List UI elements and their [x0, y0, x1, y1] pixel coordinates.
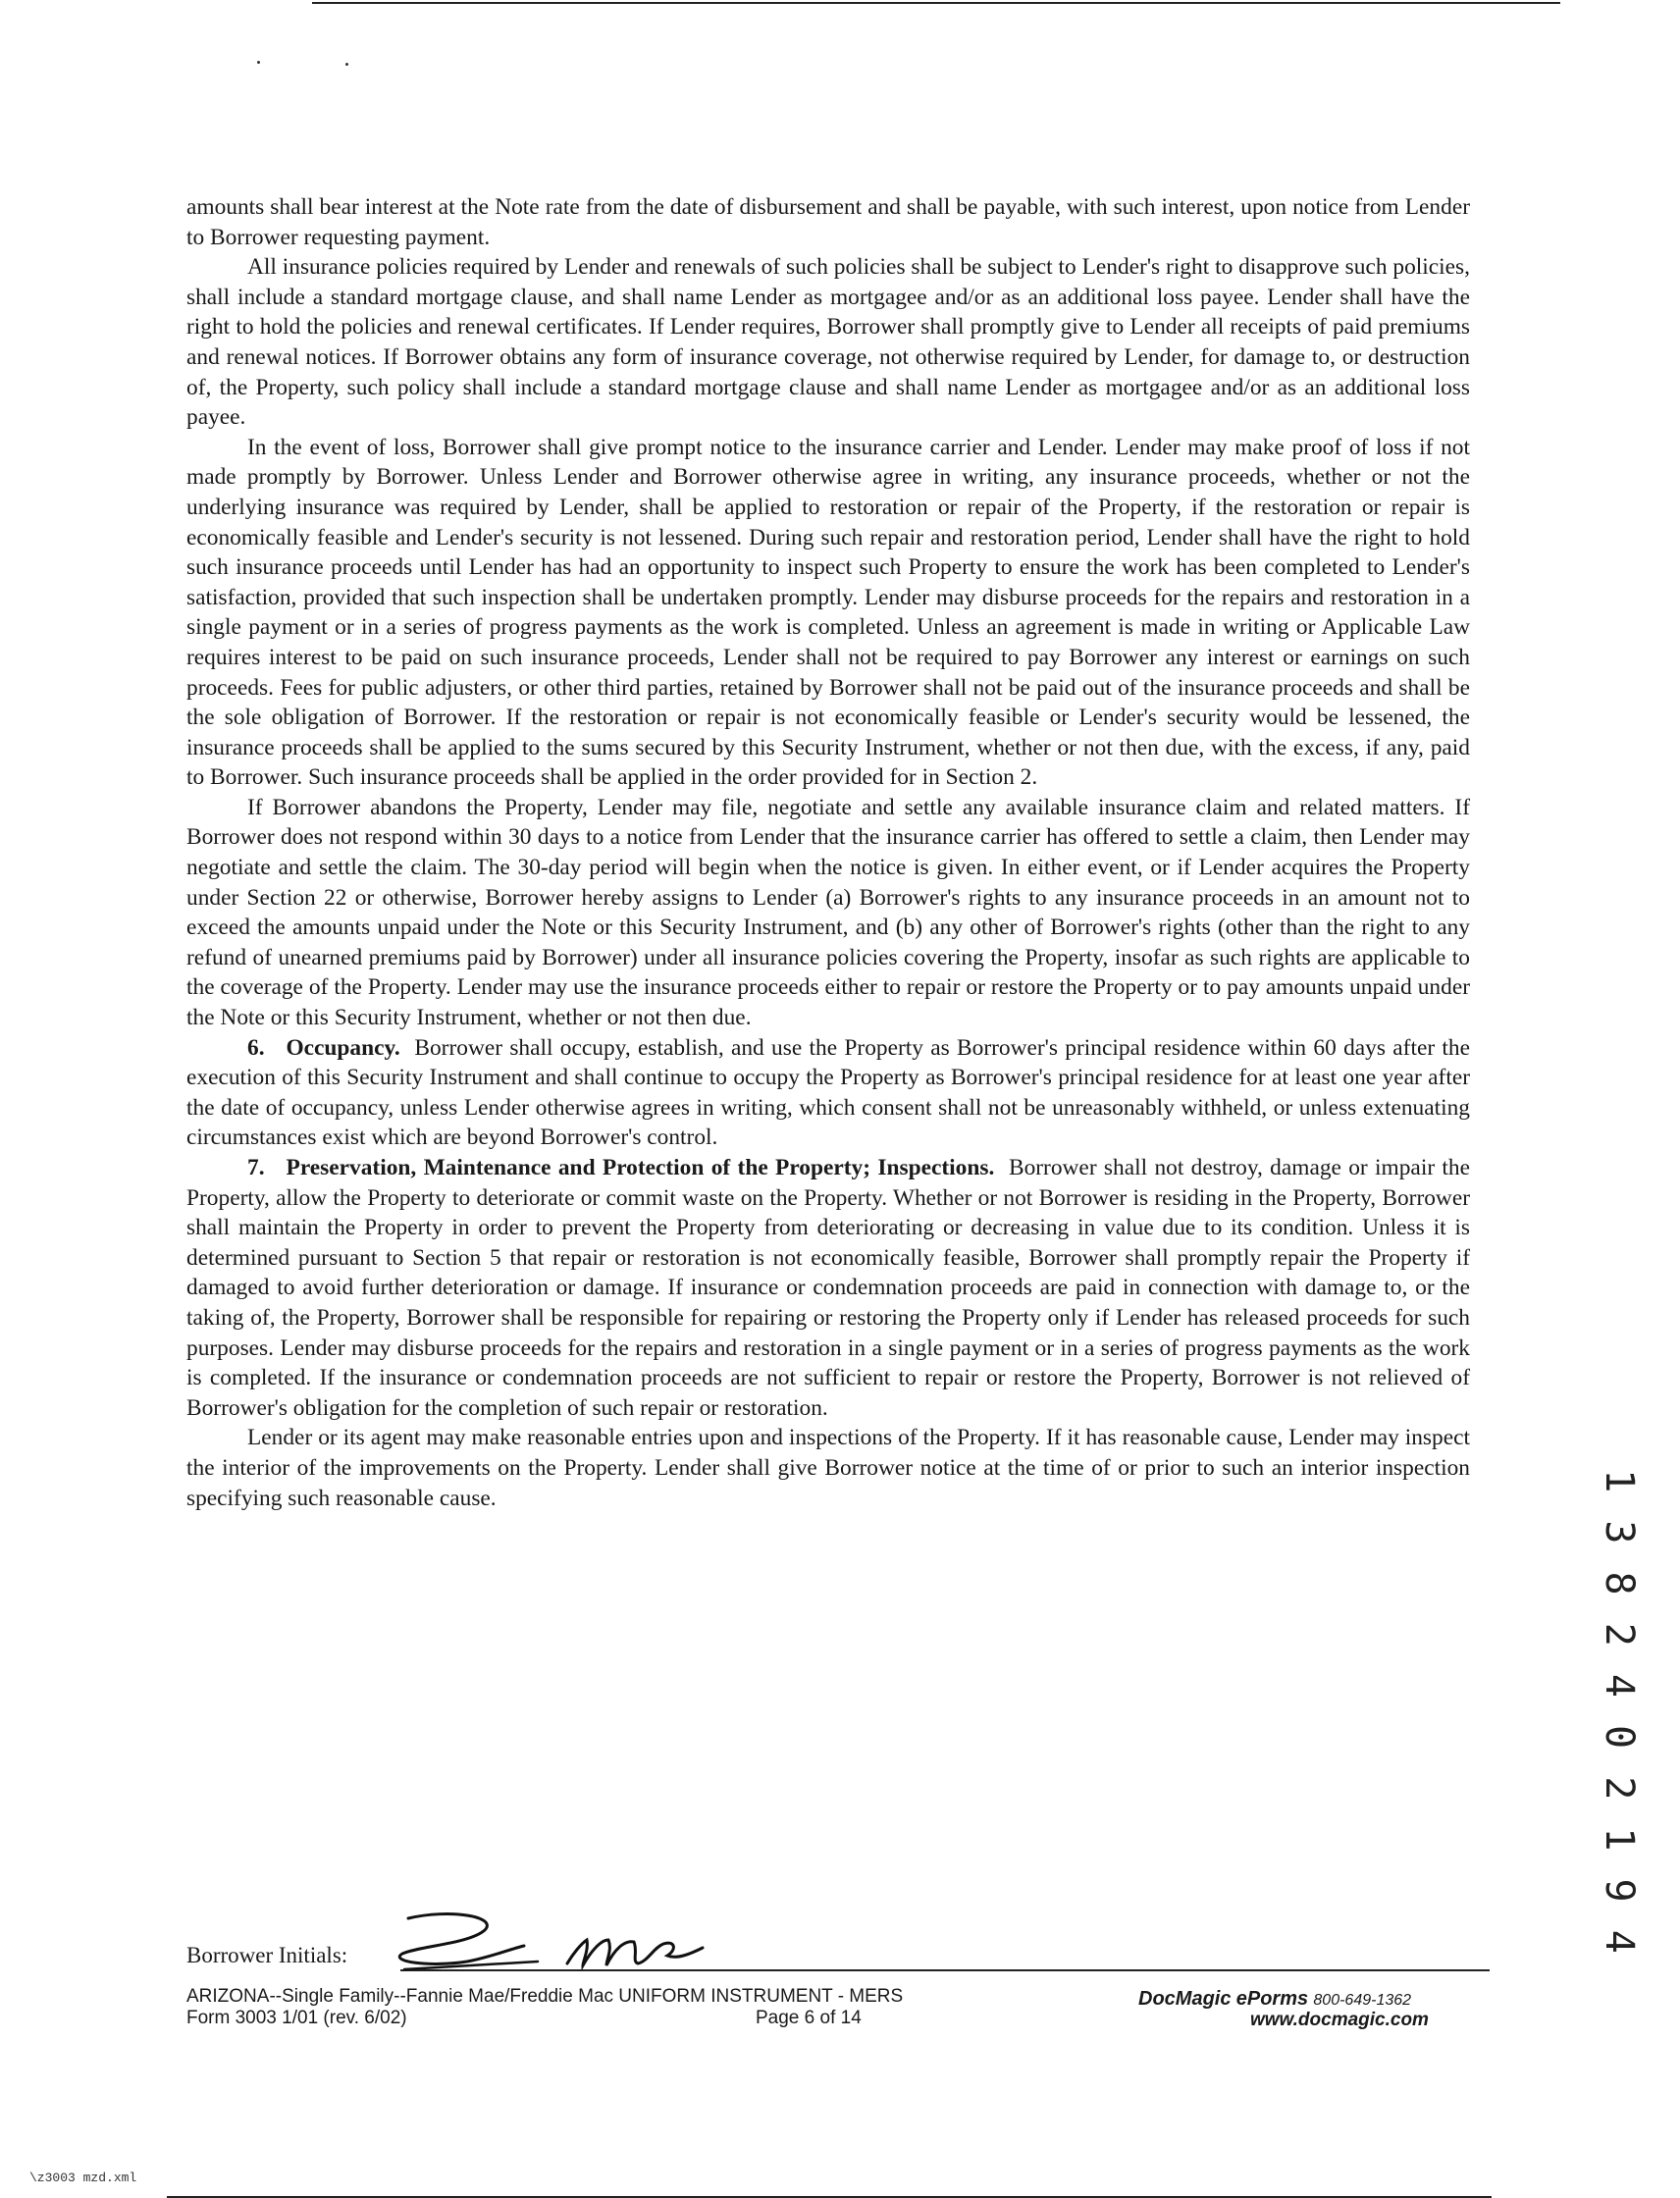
borrower-initials-row [186, 1918, 1305, 1977]
section-text: Borrower shall not destroy, damage or impair the Property, allow the Property to deteriorate or commit waste on the Property. Whether or not Borrower is residing in the Property, Borrower shall maintain the Property in order to prevent the Property from deteriorating or decreasing in value due to its condition. Unless it is determined pursuant to Section 5 that repair or restoration is not economically feasible, Borrower shall promptly repair the Property if damaged to avoid further deterioration or damage. If insurance or condemnation proceeds are paid in connection with damage to, or the taking of, the Property, Borrower shall be responsible for repairing or restoring the Property only if Lender has released proceeds for such purposes. Lender may disburse proceeds for the repairs and restoration in a single payment or in a series of progress payments as the work is completed. If the insurance or condemnation proceeds are not sufficient to repair or restore the Property, Borrower is not relieved of Borrower's obligation for the completion of such repair or restoration. [186, 1155, 1471, 1421]
section-number: 7. [247, 1155, 265, 1180]
scan-speck [257, 61, 260, 64]
paragraph-abandonment: If Borrower abandons the Property, Lender may file, negotiate and settle any available insurance claim and related matters. If Borrower does not respond within 30 days to a notice from Lender that the insurance carrier has offered to settle a claim, then Lender may negotiate and settle the claim. The 30-day period will begin when the notice is given. In either event, or if Lender acquires the Property under Section 22 or otherwise, Borrower hereby assigns to Lender (a) Borrower's rights to any insurance proceeds in an amount not to exceed the amounts unpaid under the Note or this Security Instrument, and (b) any other of Borrower's rights (other than the right to any refund of unearned premiums paid by Borrower) under all insurance policies covering the Property, insofar as such rights are applicable to the coverage of the Property. Lender may use the insurance proceeds either to repair or restore the Property or to pay amounts unpaid under the Note or this Security Instrument, whether or not then due. [186, 794, 1470, 1031]
docmagic-brand [1138, 1988, 1411, 2012]
handwritten-initials-signature [391, 1910, 881, 1981]
section-6-occupancy [186, 1033, 1470, 1153]
section-heading: Preservation, Maintenance and Protection of the Property; Inspections. [286, 1155, 995, 1180]
paragraph-event-of-loss: In the event of loss, Borrower shall give prompt notice to the insurance carrier and Lender. Lender may make proof of loss if not made promptly by Borrower. Unless Lender and Borrower otherwise agree in writing, any insurance proceeds, whether or not the underlying insurance was required by Lender, shall be applied to restoration or repair of the Property, if the restoration or repair is economically feasible and Lender's security is not lessened. During such repair and restoration period, Lender shall have the right to hold such insurance proceeds until Lender has had an opportunity to inspect such Property to ensure the work has been completed to Lender's satisfaction, provided that such inspection shall be undertaken promptly. Lender may disburse proceeds for the repairs and restoration in a single payment or in a series of progress payments as the work is completed. Unless an agreement is made in writing or Applicable Law requires interest to be paid on such insurance proceeds, Lender shall not be required to pay Borrower any interest or earnings on such proceeds. Fees for public adjusters, or other third parties, retained by Borrower shall not be paid out of the insurance proceeds and shall be the sole obligation of Borrower. If the restoration or repair is not economically feasible or Lender's security would be lessened, the insurance proceeds shall be applied to the sums secured by this Security Instrument, whether or not then due, with the excess, if any, paid to Borrower. Such insurance proceeds shall be applied in the order provided for in Section 2. [186, 434, 1470, 791]
scan-edge-top [312, 2, 1560, 4]
file-identifier: \z3003 mzd.xml [29, 2171, 137, 2185]
recording-number-text: 1 3 8 2 4 0 2 1 9 4 [1597, 1469, 1642, 1956]
section-heading: Occupancy. [286, 1034, 400, 1061]
section-number: 6. [247, 1034, 265, 1061]
section-7-preservation [186, 1153, 1470, 1423]
brand-forms: ePorms [1235, 1988, 1309, 2010]
brand-name: DocMagic [1138, 1988, 1232, 2010]
borrower-initials-label: Borrower Initials: [186, 1943, 348, 1967]
form-title: ARIZONA--Single Family--Fannie Mae/Freddie Mac UNIFORM INSTRUMENT - MERS [186, 1986, 904, 2007]
paragraph-insurance-policies: All insurance policies required by Lender and renewals of such policies shall be subject to Lender's right to disapprove such policies, shall include a standard mortgage clause, and shall name Lender as mortgagee and/or as an additional loss payee. Lender shall have the right to hold the policies and renewal certificates. If Lender requires, Borrower shall promptly give to Lender all receipts of paid premiums and renewal notices. If Borrower obtains any form of insurance coverage, not otherwise required by Lender, for damage to, or destruction of, the Property, such policy shall include a standard mortgage clause and shall name Lender as mortgagee and/or as an additional loss payee. [186, 254, 1470, 431]
scan-speck [345, 63, 348, 66]
recording-number-stamp [1597, 1469, 1642, 1956]
section-text: Borrower shall occupy, establish, and use the Property as Borrower's principal residence within 60 days after the execution of this Security Instrument and shall continue to occupy the Property as Borrower's principal residence for at least one year after the date of occupancy, unless Lender otherwise agrees in writing, which consent shall not be unreasonably withheld, or unless extenuating circumstances exist which are beyond Borrower's control. [186, 1034, 1471, 1151]
page-number: Page 6 of 14 [756, 2008, 862, 2028]
document-body [186, 192, 1470, 1513]
paragraph-continuation: amounts shall bear interest at the Note rate from the date of disbursement and shall be payable, with such interest, upon notice from Lender to Borrower requesting payment. [186, 194, 1470, 250]
brand-website: www.docmagic.com [1250, 2010, 1429, 2030]
form-number: Form 3003 1/01 (rev. 6/02) [186, 2008, 407, 2028]
brand-phone: 800-649-1362 [1313, 1992, 1412, 2009]
paragraph-inspections: Lender or its agent may make reasonable entries upon and inspections of the Property. If it has reasonable cause, Lender may inspect the interior of the improvements on the Property. Lender shall give Borrower notice at the time of or prior to such an interior inspection specifying such reasonable cause. [186, 1425, 1470, 1511]
